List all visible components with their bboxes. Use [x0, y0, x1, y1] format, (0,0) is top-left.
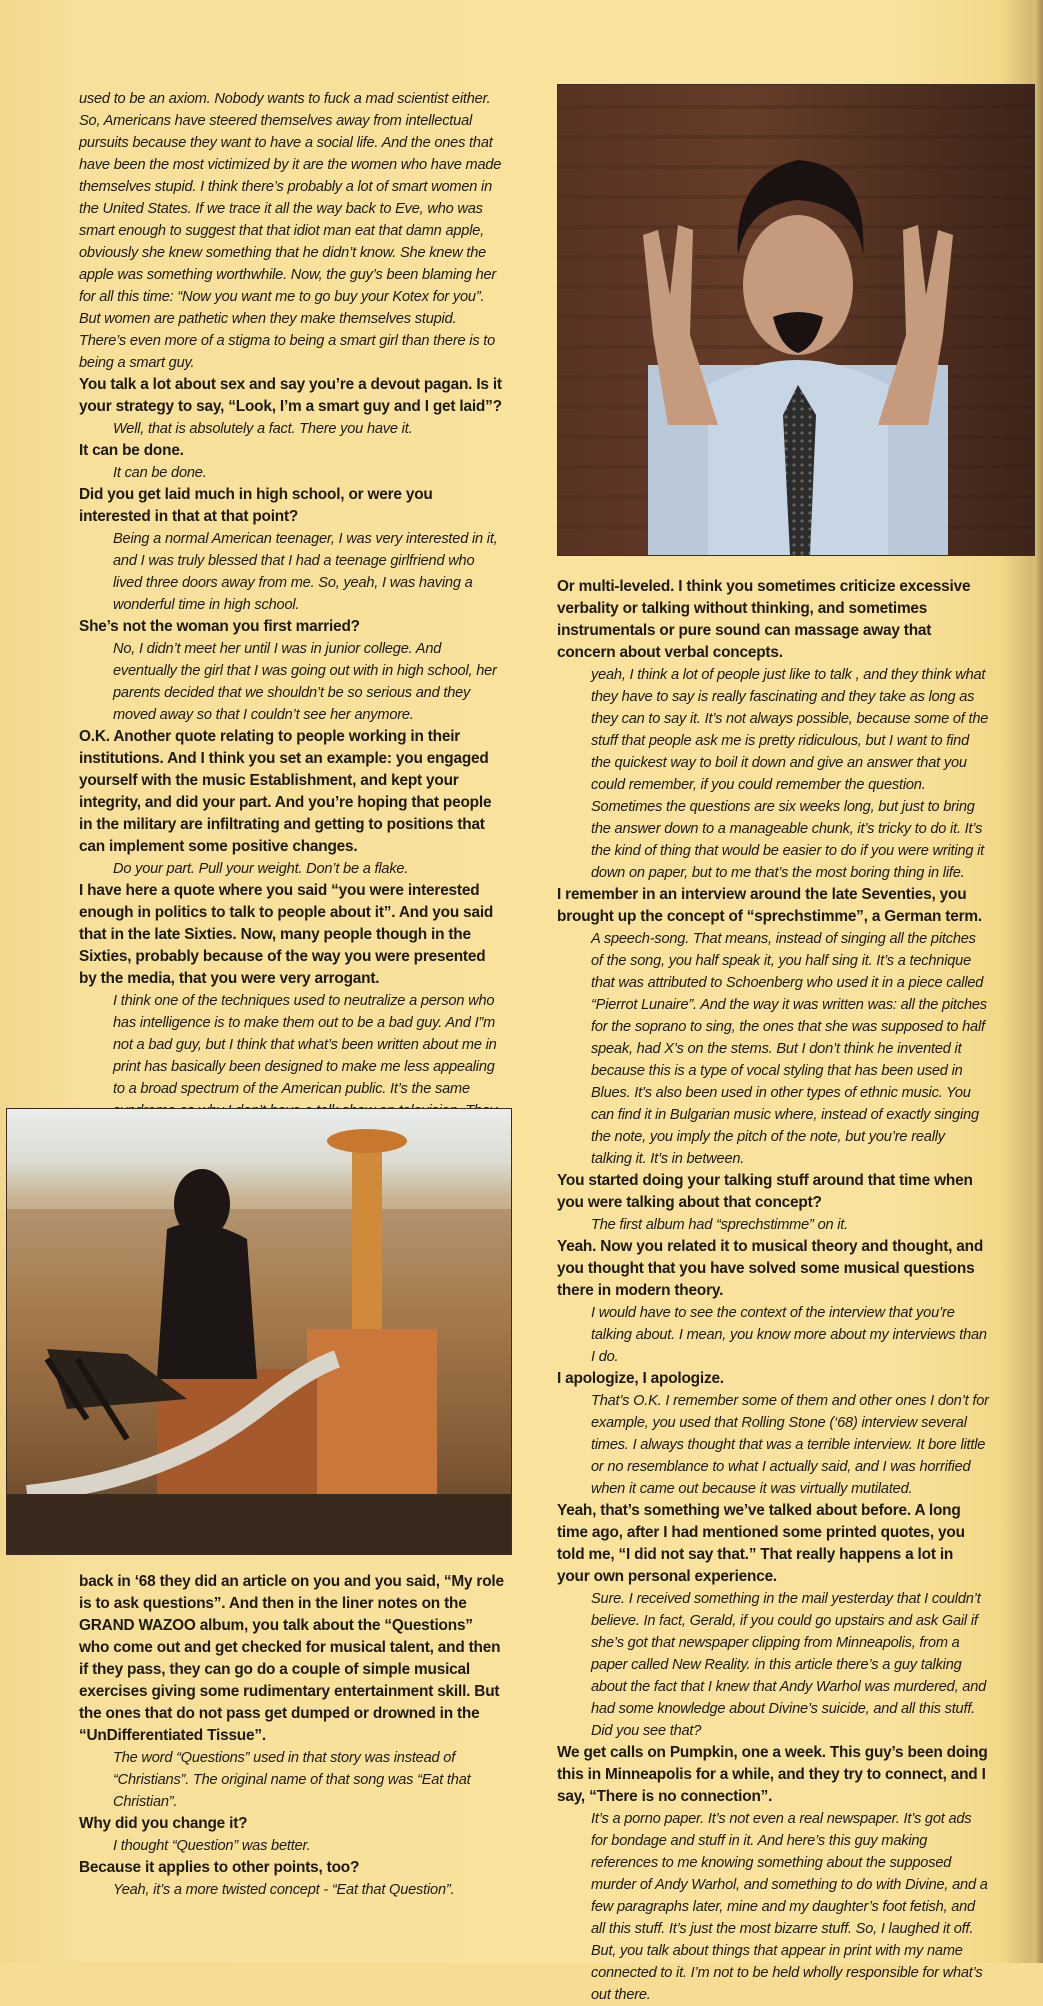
interview-question: It can be done. — [79, 442, 184, 459]
interview-answer: That’s O.K. I remember some of them and other ones I don’t for example, you used that Rolling Stone (‘68) interview several times. I always thought that was a terrible interview. It bore little or no resemblance to what I actually said, and I was horrified when it came out because it was virtually mutilated. — [591, 1393, 989, 1497]
interview-question: Because it applies to other points, too? — [79, 1859, 360, 1876]
interview-question: Yeah, that’s something we’ve talked about before. A long time ago, after I had mentioned some printed quotes, you told me, “I did not say that.” That really happens a lot in your own personal experience. — [557, 1502, 965, 1585]
interview-answer: Being a normal American teenager, I was very interested in it, and I was truly blessed that I had a teenage girlfriend who lived three doors away from me. So, yeah, I was having a wonderful time in high school. — [113, 531, 498, 613]
interview-answer: yeah, I think a lot of people just like to talk , and they think what they have to say is really fascinating and they take as long as they can to say it. It’s not always possible, because some of the stuff that people ask me is pretty ridiculous, but I want to find the quickest way to boil it down and give an answer that you could remember, if you could remember the question. Sometimes the questions are six weeks long, but just to bring the answer down to a manageable chunk, it’s tricky to do it. It’s the kind of thing that would be easier to do if you were writing it down on paper, but to me that’s the most boring thing in life. — [591, 667, 989, 881]
interview-question: I apologize, I apologize. — [557, 1370, 724, 1387]
interview-answer: A speech-song. That means, instead of singing all the pitches of the song, you half speak it, you half sing it. It’s a technique that was attributed to Schoenberg who used it in a piece called “Pierrot Lunaire”. And the way it was written was: all the pitches for the soprano to sing, the ones that she was supposed to half speak, had X’s on the stems. But I don’t think he invented it because this is a type of vocal styling that has been used in Blues. It’s also been used in other types of ethnic music. You can find it in Bulgarian music where, instead of exactly singing the note, you imply the pitch of the note, but you’re really talking it. It’s in between. — [591, 931, 987, 1167]
interview-question: I remember in an interview around the late Seventies, you brought up the concept of “sprechstimme”, a German term. — [557, 886, 982, 925]
interview-answer: Sure. I received something in the mail yesterday that I couldn’t believe. In fact, Gerald, if you could go upstairs and ask Gail if she’s got that newspaper clipping from Minneapolis, from a paper called New Reality. in this article there’s a guy talking about the fact that I knew that Andy Warhol was murdered, and had some knowledge about Divine’s suicide, and all this stuff. Did you see that? — [591, 1591, 987, 1739]
interview-answer: used to be an axiom. Nobody wants to fuck a mad scientist either. So, Americans have steered themselves away from intellectual pursuits because they want to have a social life. And the ones that have been the most victimized by it are the women who have made themselves stupid. I think there’s probably a lot of smart women in the United States. If we trace it all the way back to Eve, who was smart enough to suggest that that idiot man eat that damn apple, obviously she knew something that he didn’t know. She knew the apple was something worthwhile. Now, the guy’s been blaming her for all this time: “Now you want me to go buy your Kotex for you”. But women are pathetic when they make themselves stupid. There’s even more of a stigma to being a smart girl than there is to being a smart guy. — [79, 91, 502, 371]
tractor-scene — [7, 1109, 511, 1554]
interview-question: O.K. Another quote relating to people working in their institutions. And I think you set an example: you engaged yourself with the music Establishment, and kept your integrity, and did your part. And you’re hoping that people in the military are infiltrating and getting to positions that can implement some positive changes. — [79, 728, 492, 855]
right-column — [557, 576, 989, 2006]
photo-portrait — [557, 84, 1035, 556]
interview-answer: It can be done. — [113, 465, 207, 481]
interview-answer: No, I didn’t meet her until I was in junior college. And eventually the girl that I was going out with in high school, her parents decided that we shouldn’t be so serious and they moved away so that I couldn’t see her anymore. — [113, 641, 497, 723]
interview-question: Did you get laid much in high school, or were you interested in that at that point? — [79, 486, 433, 525]
left-column-top — [79, 88, 506, 1188]
portrait-figure — [558, 85, 1034, 555]
interview-question: Why did you change it? — [79, 1815, 248, 1832]
interview-answer: Do your part. Pull your weight. Don’t be a flake. — [113, 861, 409, 877]
interview-question: She’s not the woman you first married? — [79, 618, 360, 635]
interview-answer: The word “Questions” used in that story was instead of “Christians”. The original name of that song was “Eat that Christian”. — [113, 1750, 471, 1810]
interview-question: back in ‘68 they did an article on you and you said, “My role is to ask questions”. And then in the liner notes on the GRAND WAZOO album, you talk about the “Questions” who come out and get checked for musical talent, and then if they pass, they can go do a couple of simple musical exercises giving some rudimentary entertainment skill. But the ones that do not pass get dumped or drowned in the “UnDifferentiated Tissue”. — [79, 1573, 504, 1744]
interview-answer: It’s a porno paper. It’s not even a real newspaper. It’s got ads for bondage and stuff in it. And here’s this guy making references to me knowing something about the supposed murder of Andy Warhol, and something to do with Divine, and a few paragraphs later, mine and my daughter’s foot fetish, and all this stuff. It’s just the most bizarre stuff. So, I laughed it off. But, you talk about things that appear in print with my name connected to it. I’m not to be held wholly responsible for what’s out there. — [591, 1811, 988, 2003]
interview-answer: I would have to see the context of the interview that you’re talking about. I mean, you know more about my interviews than I do. — [591, 1305, 987, 1365]
interview-question: We get calls on Pumpkin, one a week. This guy’s been doing this in Minneapolis for a while, and they try to connect, and I say, “There is no connection”. — [557, 1744, 988, 1805]
left-column-bottom — [79, 1571, 506, 1901]
interview-question: Or multi-leveled. I think you sometimes criticize excessive verbality or talking without thinking, and sometimes instrumentals or pure sound can massage away that concern about verbal concepts. — [557, 578, 971, 661]
interview-question: Yeah. Now you related it to musical theory and thought, and you thought that you have solved some musical questions there in modern theory. — [557, 1238, 984, 1299]
interview-answer: I think one of the techniques used to neutralize a person who has intelligence is to make them out to be a bad guy. And I”m not a bad guy, but I think that what’s been written about me in print has basically been designed to make me less appealing to a broad spectrum of the American public. It’s the same — [113, 993, 497, 1097]
photo-tractor — [6, 1108, 512, 1555]
interview-question: I have here a quote where you said “you were interested enough in politics to talk to people about it”. And you said that in the late Sixties. Now, many people though in the Sixties, probably because of the way you were presented by the media, that you were very arrogant. — [79, 882, 494, 987]
interview-answer: The first album had “sprechstimme” on it. — [591, 1217, 849, 1233]
interview-answer: I thought “Question” was better. — [113, 1838, 311, 1854]
interview-answer: Well, that is absolutely a fact. There you have it. — [113, 421, 413, 437]
interview-question: You started doing your talking stuff around that time when you were talking about that concept? — [557, 1172, 973, 1211]
interview-answer: Yeah, it’s a more twisted concept - “Eat that Question”. — [113, 1882, 455, 1898]
interview-question: You talk a lot about sex and say you’re a devout pagan. Is it your strategy to say, “Look, I’m a smart guy and I get laid”? — [79, 376, 502, 415]
